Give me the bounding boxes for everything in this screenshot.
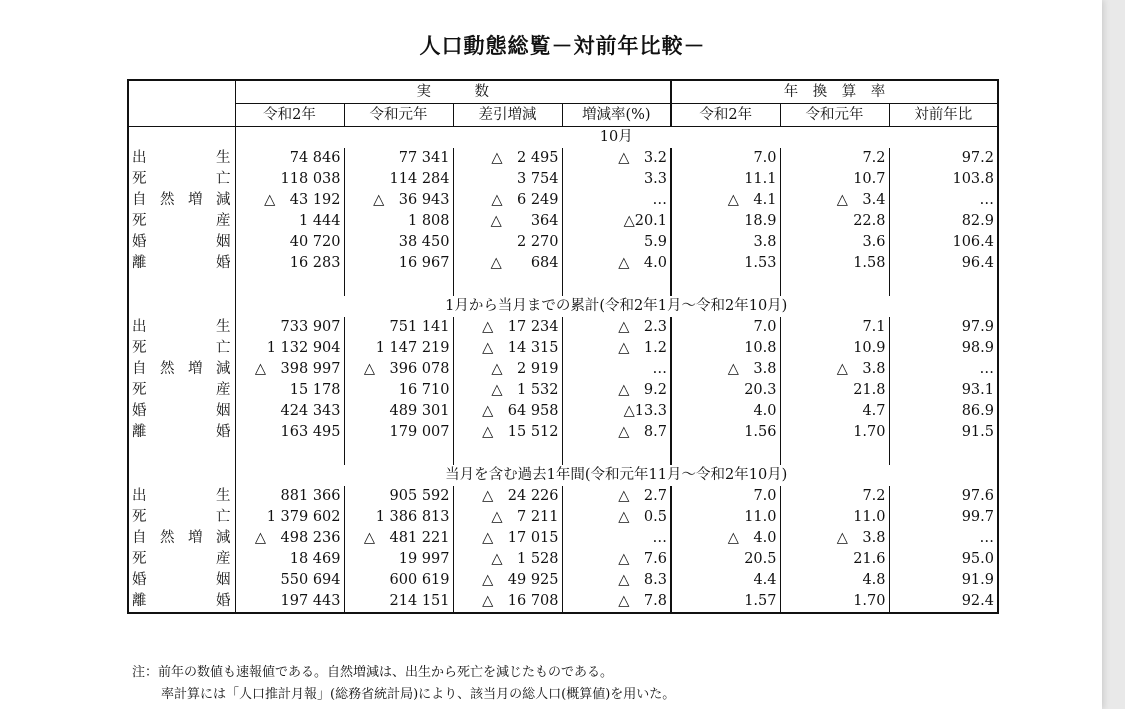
value-cell: 1.57 <box>671 591 780 613</box>
row-label <box>128 211 235 232</box>
row-label <box>128 486 235 507</box>
section-title: 10月 <box>599 129 633 145</box>
table-row <box>128 148 998 169</box>
table-row <box>128 507 998 528</box>
value-cell: 3 754 <box>453 169 562 190</box>
value-cell: 7.2 <box>780 148 889 169</box>
table-row <box>128 169 998 190</box>
value-cell: 7.0 <box>671 486 780 507</box>
value-cell: △ 16 708 <box>453 591 562 613</box>
table-row <box>128 486 998 507</box>
value-cell: 86.9 <box>961 403 994 419</box>
row-label-char: 自 <box>132 192 147 208</box>
col-header: 令和元年 <box>780 104 889 127</box>
value-cell: △ 36 943 <box>344 190 453 211</box>
value-cell: 1.56 <box>671 422 780 443</box>
value-cell: 22.8 <box>780 211 889 232</box>
value-cell: 4.7 <box>780 401 889 422</box>
row-label-char: 減 <box>216 361 231 377</box>
row-label-char: 姻 <box>216 572 231 588</box>
table-row <box>128 401 998 422</box>
value-cell: △ 684 <box>453 253 562 274</box>
value-cell: 97.9 <box>961 319 994 335</box>
row-label-char: 婚 <box>132 403 147 419</box>
value-cell: 91.9 <box>961 572 994 588</box>
note-line-2: 率計算には「人口推計月報」(総務省統計局)により、該当月の総人口(概算値)を用いた。 <box>161 687 676 702</box>
value-cell: △ 64 958 <box>453 401 562 422</box>
section-header-row <box>128 465 998 486</box>
value-cell: 10.8 <box>671 338 780 359</box>
value-cell: △ 1 532 <box>453 380 562 401</box>
value-cell: 15 178 <box>235 380 344 401</box>
header-group-actual: 実 数 <box>235 80 671 104</box>
row-label-char: 自 <box>132 530 147 546</box>
value-cell: 93.1 <box>961 382 994 398</box>
value-cell: 11.0 <box>780 507 889 528</box>
value-cell: 92.4 <box>961 593 994 609</box>
value-cell: 18 469 <box>235 549 344 570</box>
table-row <box>128 253 998 274</box>
table-row <box>128 232 998 253</box>
value-cell: … <box>562 190 671 211</box>
value-cell: △ 7.6 <box>562 549 671 570</box>
col-header: 増減率(%) <box>562 104 671 127</box>
value-cell: 163 495 <box>235 422 344 443</box>
row-label <box>128 549 235 570</box>
population-table <box>127 79 999 614</box>
value-cell: △ 3.4 <box>780 190 889 211</box>
value-cell: 20.3 <box>671 380 780 401</box>
value-cell: △ 49 925 <box>453 570 562 591</box>
value-cell: 733 907 <box>235 317 344 338</box>
row-label-char: 然 <box>160 192 175 208</box>
value-cell: 40 720 <box>235 232 344 253</box>
value-cell: 118 038 <box>235 169 344 190</box>
value-cell: … <box>979 361 994 377</box>
table-row <box>128 591 998 613</box>
row-label <box>128 338 235 359</box>
value-cell: 214 151 <box>344 591 453 613</box>
value-cell: 4.4 <box>671 570 780 591</box>
value-cell: △ 481 221 <box>344 528 453 549</box>
value-cell: △ 14 315 <box>453 338 562 359</box>
value-cell: △ 43 192 <box>235 190 344 211</box>
row-label <box>128 401 235 422</box>
value-cell: 1.53 <box>671 253 780 274</box>
row-label-char: 増 <box>188 361 203 377</box>
table-row <box>128 528 998 549</box>
row-label <box>128 591 235 613</box>
header-corner-lower <box>128 104 235 127</box>
row-label <box>128 232 235 253</box>
value-cell: 91.5 <box>961 424 994 440</box>
value-cell: △ 3.8 <box>780 528 889 549</box>
row-label-char: 死 <box>132 509 147 525</box>
value-cell: △20.1 <box>562 211 671 232</box>
value-cell: 95.0 <box>961 551 994 567</box>
value-cell: △ 2 919 <box>453 359 562 380</box>
row-label-char: 自 <box>132 361 147 377</box>
table-row <box>128 317 998 338</box>
value-cell: 20.5 <box>671 549 780 570</box>
row-label-char: 産 <box>216 213 231 229</box>
value-cell: 7.0 <box>671 148 780 169</box>
value-cell: △ 4.0 <box>671 528 780 549</box>
value-cell: △ 364 <box>453 211 562 232</box>
row-label-char: 減 <box>216 192 231 208</box>
value-cell: 74 846 <box>235 148 344 169</box>
section-spacer <box>128 443 998 465</box>
value-cell: 7.2 <box>780 486 889 507</box>
value-cell: 3.8 <box>671 232 780 253</box>
value-cell: △ 2.7 <box>562 486 671 507</box>
header-row-groups <box>128 80 998 104</box>
col-header: 対前年比 <box>889 104 998 127</box>
row-label-char: 亡 <box>216 171 231 187</box>
section-title: 当月を含む過去1年間(令和元年11月～令和2年10月) <box>445 467 788 483</box>
value-cell: 21.8 <box>780 380 889 401</box>
value-cell: 1 147 219 <box>344 338 453 359</box>
value-cell: △ 8.7 <box>562 422 671 443</box>
value-cell: △ 498 236 <box>235 528 344 549</box>
value-cell: △ 1 528 <box>453 549 562 570</box>
table-row <box>128 549 998 570</box>
value-cell: △ 7.8 <box>562 591 671 613</box>
row-label-char: 死 <box>132 340 147 356</box>
value-cell: △ 7 211 <box>453 507 562 528</box>
value-cell: △ 3.2 <box>562 148 671 169</box>
row-label-char: 出 <box>132 319 147 335</box>
value-cell: △ 24 226 <box>453 486 562 507</box>
row-label <box>128 169 235 190</box>
value-cell: 600 619 <box>344 570 453 591</box>
value-cell: … <box>562 359 671 380</box>
value-cell: 3.6 <box>780 232 889 253</box>
value-cell: 1 444 <box>235 211 344 232</box>
value-cell: 16 283 <box>235 253 344 274</box>
value-cell: 7.1 <box>780 317 889 338</box>
row-label-char: 死 <box>132 213 147 229</box>
row-label <box>128 148 235 169</box>
row-label-char: 死 <box>132 171 147 187</box>
row-label-char: 婚 <box>216 593 231 609</box>
header-corner <box>128 80 235 104</box>
table-row <box>128 380 998 401</box>
value-cell: 7.0 <box>671 317 780 338</box>
header-group-rate: 年 換 算 率 <box>671 80 998 104</box>
value-cell: △ 396 078 <box>344 359 453 380</box>
section-title: 1月から当月までの累計(令和2年1月～令和2年10月) <box>445 298 788 314</box>
row-label-char: 産 <box>216 382 231 398</box>
value-cell: 3.3 <box>562 169 671 190</box>
value-cell: △ 4.1 <box>671 190 780 211</box>
row-label <box>128 422 235 443</box>
value-cell: 905 592 <box>344 486 453 507</box>
row-label-char: 離 <box>132 593 147 609</box>
row-label-char: 姻 <box>216 234 231 250</box>
row-label-char: 然 <box>160 530 175 546</box>
value-cell: 1.70 <box>780 422 889 443</box>
row-label-char: 減 <box>216 530 231 546</box>
row-label <box>128 528 235 549</box>
row-label-char: 婚 <box>132 572 147 588</box>
value-cell: 106.4 <box>952 234 994 250</box>
value-cell: 97.2 <box>961 150 994 166</box>
value-cell: … <box>562 528 671 549</box>
value-cell: △ 6 249 <box>453 190 562 211</box>
value-cell: △ 9.2 <box>562 380 671 401</box>
value-cell: 21.6 <box>780 549 889 570</box>
value-cell: 881 366 <box>235 486 344 507</box>
value-cell: △ 398 997 <box>235 359 344 380</box>
row-label-char: 離 <box>132 255 147 271</box>
row-label-char: 姻 <box>216 403 231 419</box>
value-cell: △ 8.3 <box>562 570 671 591</box>
value-cell: 197 443 <box>235 591 344 613</box>
value-cell: 99.7 <box>961 509 994 525</box>
section-header-row <box>128 127 998 149</box>
row-label-char: 死 <box>132 382 147 398</box>
row-label <box>128 507 235 528</box>
section-header-row <box>128 296 998 317</box>
row-label-char: 生 <box>216 488 231 504</box>
value-cell: △ 3.8 <box>671 359 780 380</box>
header-row-columns <box>128 104 998 127</box>
value-cell: △ 4.0 <box>562 253 671 274</box>
value-cell: 424 343 <box>235 401 344 422</box>
col-header: 令和2年 <box>671 104 780 127</box>
value-cell: △ 0.5 <box>562 507 671 528</box>
value-cell: 179 007 <box>344 422 453 443</box>
value-cell: 38 450 <box>344 232 453 253</box>
value-cell: 77 341 <box>344 148 453 169</box>
row-label-char: 増 <box>188 530 203 546</box>
row-label <box>128 190 235 211</box>
value-cell: 550 694 <box>235 570 344 591</box>
row-label-char: 出 <box>132 488 147 504</box>
col-header: 差引増減 <box>453 104 562 127</box>
value-cell: 4.8 <box>780 570 889 591</box>
row-label <box>128 380 235 401</box>
row-label <box>128 317 235 338</box>
row-label-char: 生 <box>216 319 231 335</box>
row-label-char: 亡 <box>216 340 231 356</box>
page-title: 人口動態総覧－対前年比較－ <box>419 34 706 58</box>
value-cell: 103.8 <box>952 171 994 187</box>
value-cell: 1 386 813 <box>344 507 453 528</box>
note-line-1: 注：前年の数値も速報値である。自然増減は、出生から死亡を減じたものである。 <box>132 665 614 680</box>
value-cell: △ 3.8 <box>780 359 889 380</box>
row-label-char: 出 <box>132 150 147 166</box>
value-cell: 5.9 <box>562 232 671 253</box>
value-cell: 4.0 <box>671 401 780 422</box>
value-cell: 11.0 <box>671 507 780 528</box>
value-cell: △ 17 015 <box>453 528 562 549</box>
value-cell: △ 1.2 <box>562 338 671 359</box>
value-cell: 489 301 <box>344 401 453 422</box>
value-cell: 1 808 <box>344 211 453 232</box>
row-label-char: 産 <box>216 551 231 567</box>
row-label <box>128 253 235 274</box>
table-row <box>128 359 998 380</box>
row-label-char: 婚 <box>216 255 231 271</box>
row-label-char: 婚 <box>216 424 231 440</box>
value-cell: … <box>979 192 994 208</box>
value-cell: 10.9 <box>780 338 889 359</box>
row-label-char: 死 <box>132 551 147 567</box>
table-row <box>128 570 998 591</box>
row-label <box>128 359 235 380</box>
value-cell: 1.58 <box>780 253 889 274</box>
value-cell: … <box>979 530 994 546</box>
value-cell: 96.4 <box>961 255 994 271</box>
col-header: 令和元年 <box>344 104 453 127</box>
value-cell: 10.7 <box>780 169 889 190</box>
value-cell: 2 270 <box>453 232 562 253</box>
value-cell: 751 141 <box>344 317 453 338</box>
value-cell: △13.3 <box>562 401 671 422</box>
value-cell: 97.6 <box>961 488 994 504</box>
value-cell: △ 2.3 <box>562 317 671 338</box>
value-cell: 1 379 602 <box>235 507 344 528</box>
row-label-char: 離 <box>132 424 147 440</box>
value-cell: 114 284 <box>344 169 453 190</box>
section-header-blank <box>128 296 235 317</box>
table-row <box>128 422 998 443</box>
value-cell: 11.1 <box>671 169 780 190</box>
value-cell: 98.9 <box>961 340 994 356</box>
value-cell: 1 132 904 <box>235 338 344 359</box>
value-cell: △ 17 234 <box>453 317 562 338</box>
table-row <box>128 190 998 211</box>
value-cell: 82.9 <box>961 213 994 229</box>
value-cell: 19 997 <box>344 549 453 570</box>
value-cell: 16 710 <box>344 380 453 401</box>
row-label-char: 然 <box>160 361 175 377</box>
section-spacer <box>128 274 998 296</box>
row-label <box>128 570 235 591</box>
row-label-char: 亡 <box>216 509 231 525</box>
section-header-blank <box>128 465 235 486</box>
row-label-char: 増 <box>188 192 203 208</box>
row-label-char: 生 <box>216 150 231 166</box>
value-cell: 16 967 <box>344 253 453 274</box>
value-cell: 1.70 <box>780 591 889 613</box>
row-label-char: 婚 <box>132 234 147 250</box>
value-cell: 18.9 <box>671 211 780 232</box>
section-header-blank <box>128 127 235 149</box>
col-header: 令和2年 <box>235 104 344 127</box>
value-cell: △ 15 512 <box>453 422 562 443</box>
value-cell: △ 2 495 <box>453 148 562 169</box>
table-row <box>128 211 998 232</box>
table-row <box>128 338 998 359</box>
